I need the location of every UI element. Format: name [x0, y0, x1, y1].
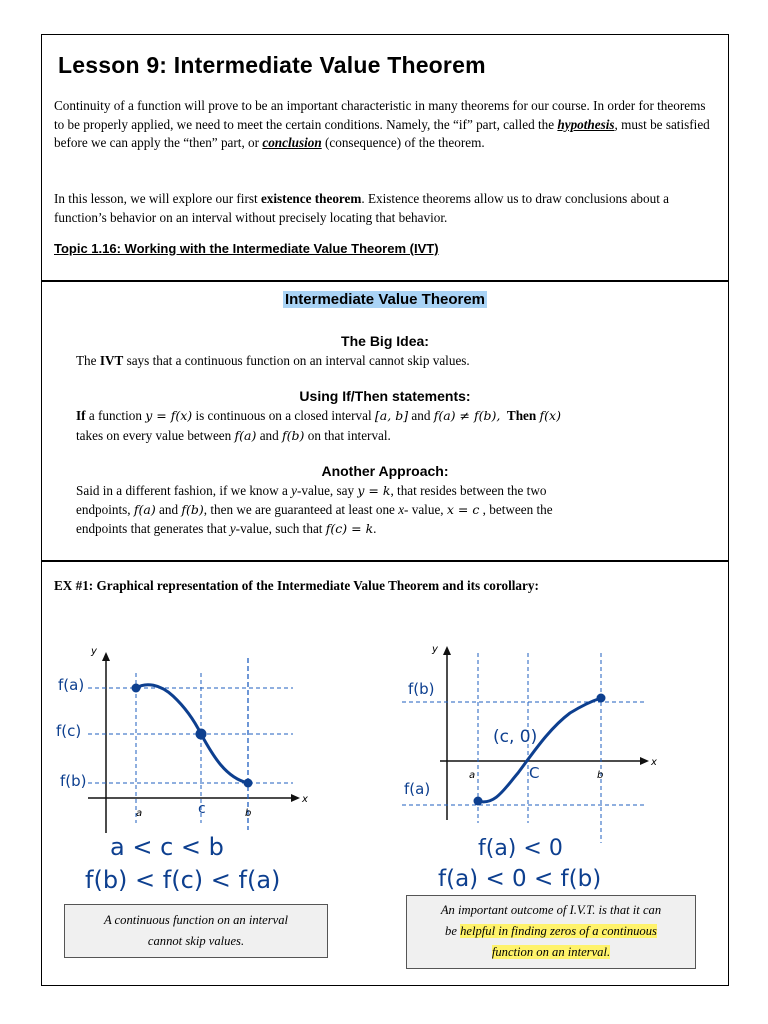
intro-text: , must be satisfied before we can apply the “then” part, or	[54, 116, 710, 150]
caption-box-left	[64, 904, 328, 958]
tick-a: a	[469, 770, 476, 781]
math-variable: x	[398, 502, 405, 517]
label-fa: f(a)	[404, 780, 431, 798]
text: and	[408, 408, 434, 423]
y-axis-label: y	[432, 644, 438, 655]
term-conclusion: conclusion	[262, 135, 322, 150]
x-axis-label: x	[302, 794, 308, 805]
note-fb-fc-fa: f(b) < f(c) < f(a)	[85, 866, 281, 894]
x-axis-arrow	[640, 757, 649, 765]
divider	[41, 280, 729, 282]
y-axis-label: y	[91, 646, 97, 657]
label-fb: f(b)	[408, 680, 435, 698]
approach-heading: Another Approach:	[321, 463, 449, 479]
math-expression: f(b)	[181, 502, 204, 517]
curve	[478, 698, 604, 802]
x-axis-arrow	[291, 794, 300, 802]
text: and	[155, 502, 182, 517]
ivt-term: IVT	[99, 353, 124, 368]
math-expression: y = f(x)	[145, 408, 193, 423]
caption-line	[407, 942, 695, 963]
point-b	[244, 779, 253, 788]
text: , between the	[479, 502, 553, 517]
ifthen-heading: Using If/Then statements:	[299, 388, 471, 404]
caption-box-right	[406, 895, 696, 969]
divider	[41, 560, 729, 562]
math-expression: f(c) = k	[325, 521, 374, 536]
ifthen-line-1	[76, 406, 716, 425]
math-expression: [a, b]	[374, 408, 409, 423]
math-expression: f(x)	[539, 408, 561, 423]
point-a	[132, 684, 141, 693]
text: and	[256, 428, 283, 443]
intro-paragraph-2	[54, 190, 714, 227]
ivt-heading	[41, 291, 729, 308]
text: a function	[85, 408, 146, 423]
note-fa-negative: f(a) < 0	[478, 836, 563, 861]
text: is continuous on a closed interval	[192, 408, 375, 423]
ifthen-line-2	[76, 426, 716, 445]
label-c-zero: (c, 0)	[493, 727, 538, 747]
term-existence-theorem: existence theorem	[260, 191, 362, 206]
text: The	[76, 353, 100, 368]
big-idea-text	[76, 351, 716, 370]
math-variable: y	[291, 483, 297, 498]
label-fa: f(a)	[58, 676, 85, 694]
y-axis-arrow	[102, 652, 110, 661]
tick-c: c	[198, 801, 206, 817]
x-axis-label: x	[651, 757, 657, 768]
text: -value, say	[296, 483, 358, 498]
highlighted-text: helpful in finding zeros of a continuous	[460, 924, 657, 938]
caption-line: cannot skip values.	[147, 934, 245, 948]
approach-line-3	[76, 519, 716, 538]
math-expression: f(a)	[234, 428, 257, 443]
math-expression: f(a)	[133, 502, 156, 517]
if-word: If	[76, 408, 86, 423]
note-fa-0-fb: f(a) < 0 < f(b)	[438, 866, 602, 892]
note-a-c-b: a < c < b	[110, 833, 224, 861]
text: , that resides between the two	[390, 483, 547, 498]
text: says that a continuous function on an interval cannot skip values.	[123, 353, 470, 368]
math-expression: f(a) ≠ f(b),	[433, 408, 501, 423]
text: endpoints,	[76, 502, 134, 517]
text: .	[373, 521, 377, 536]
text: endpoints that generates that	[76, 521, 230, 536]
approach-line-2	[76, 500, 716, 519]
math-variable: y	[229, 521, 236, 536]
intro-text: . Existence theorems allow us to draw conclusions about a function’s behavior on an interval without precisely locating that behavior.	[54, 191, 670, 225]
text: - value,	[404, 502, 447, 517]
tick-a: a	[136, 808, 143, 819]
math-expression: y = k	[357, 483, 391, 498]
caption-line: An important outcome of I.V.T. is that it can	[440, 903, 662, 917]
example-heading: EX #1: Graphical representation of the Intermediate Value Theorem and its corollary:	[54, 578, 539, 593]
highlighted-text: function on an interval.	[491, 945, 611, 959]
term-hypothesis: hypothesis	[557, 116, 615, 132]
text: Said in a different fashion, if we know a	[76, 483, 292, 498]
caption-line: A continuous function on an interval	[103, 913, 289, 927]
graph-right	[400, 638, 680, 898]
label-fc: f(c)	[56, 722, 82, 740]
tick-b: b	[597, 770, 604, 781]
text: takes on every value between	[76, 428, 235, 443]
tick-b: b	[245, 808, 252, 819]
label-fb: f(b)	[60, 772, 87, 790]
graph-left	[48, 638, 368, 898]
point-b	[597, 694, 606, 703]
ivt-heading-text: Intermediate Value Theorem	[284, 291, 486, 308]
math-expression: f(b)	[282, 428, 305, 443]
point-c	[196, 729, 207, 740]
big-idea-heading: The Big Idea:	[341, 333, 429, 349]
text: , then we are guaranteed at least one	[203, 502, 399, 517]
then-word: Then	[506, 408, 537, 423]
intro-text: In this lesson, we will explore our first	[54, 191, 261, 206]
intro-paragraph-1	[54, 97, 714, 153]
caption-line	[407, 921, 695, 942]
label-c: C	[529, 764, 540, 782]
intro-text: Continuity of a function will prove to be an important characteristic in many theorems for our course. In order for theorems to be properly applied, we need to meet the certain conditions. Namely, the “if” part, called the	[54, 98, 706, 132]
point-a	[474, 797, 483, 806]
page-title: Lesson 9: Intermediate Value Theorem	[58, 52, 486, 78]
intro-text: (consequence) of the theorem.	[321, 135, 485, 150]
math-expression: x = c	[446, 502, 480, 517]
approach-line-1	[76, 481, 716, 500]
text: on that interval.	[304, 428, 391, 443]
caption-text: be	[445, 924, 461, 938]
text: -value, such that	[235, 521, 326, 536]
y-axis-arrow	[443, 646, 451, 655]
topic-heading: Topic 1.16: Working with the Intermediate Value Theorem (IVT)	[54, 241, 439, 256]
